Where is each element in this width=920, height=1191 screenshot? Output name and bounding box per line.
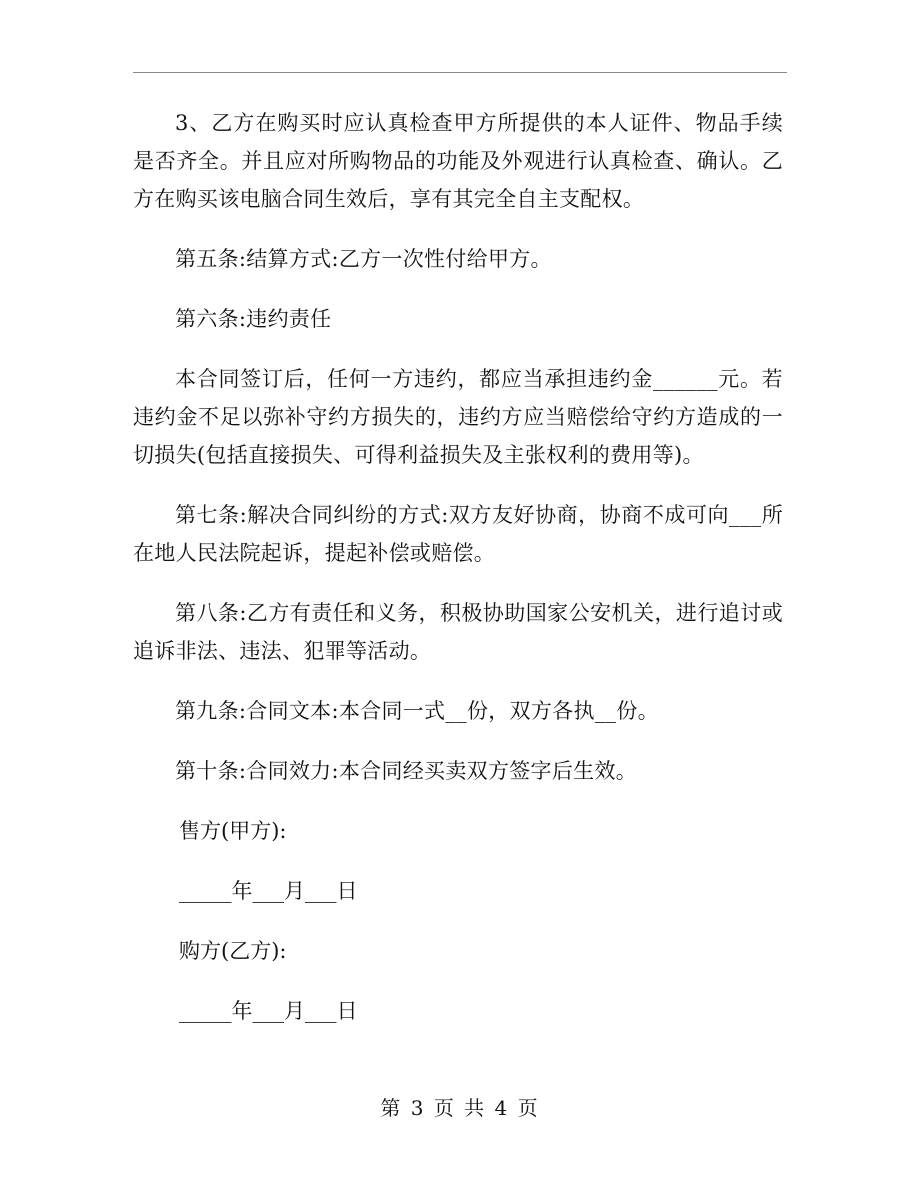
article-6-liability: 本合同签订后，任何一方违约，都应当承担违约金______元。若违约金不足以弥补守约方损失的，违约方应当赔偿给守约方造成的一切损失(包括直接损失、可得利益损失及主张权利的费用等)。 — [133, 367, 783, 467]
buyer-date: _____年___月___日 — [179, 999, 358, 1023]
clause-3-purchase-check: 3、乙方在购买时应认真检查甲方所提供的本人证件、物品手续是否齐全。并且应对所购物品的功能及外观进行认真检查、确认。乙方在购买该电脑合同生效后，享有其完全自主支配权。 — [133, 111, 783, 211]
article-5-settlement: 第五条:结算方式:乙方一次性付给甲方。 — [175, 247, 552, 271]
seller-label: 售方(甲方): — [179, 819, 287, 843]
header-rule — [133, 72, 787, 73]
article-10-effect: 第十条:合同效力:本合同经买卖双方签字后生效。 — [175, 759, 638, 783]
article-9-copies: 第九条:合同文本:本合同一式__份，双方各执__份。 — [175, 699, 659, 723]
page-number: 第 3 页 共 4 页 — [380, 1096, 540, 1120]
buyer-label: 购方(乙方): — [179, 939, 287, 963]
article-8-duties: 第八条:乙方有责任和义务，积极协助国家公安机关，进行追讨或追诉非法、违法、犯罪等活动。 — [133, 601, 783, 663]
article-7-disputes: 第七条:解决合同纠纷的方式:双方友好协商，协商不成可向___所在地人民法院起诉，提起补偿或赔偿。 — [133, 503, 783, 565]
document-body — [133, 104, 783, 1052]
article-6-heading: 第六条:违约责任 — [175, 307, 332, 331]
seller-date: _____年___月___日 — [179, 879, 358, 903]
